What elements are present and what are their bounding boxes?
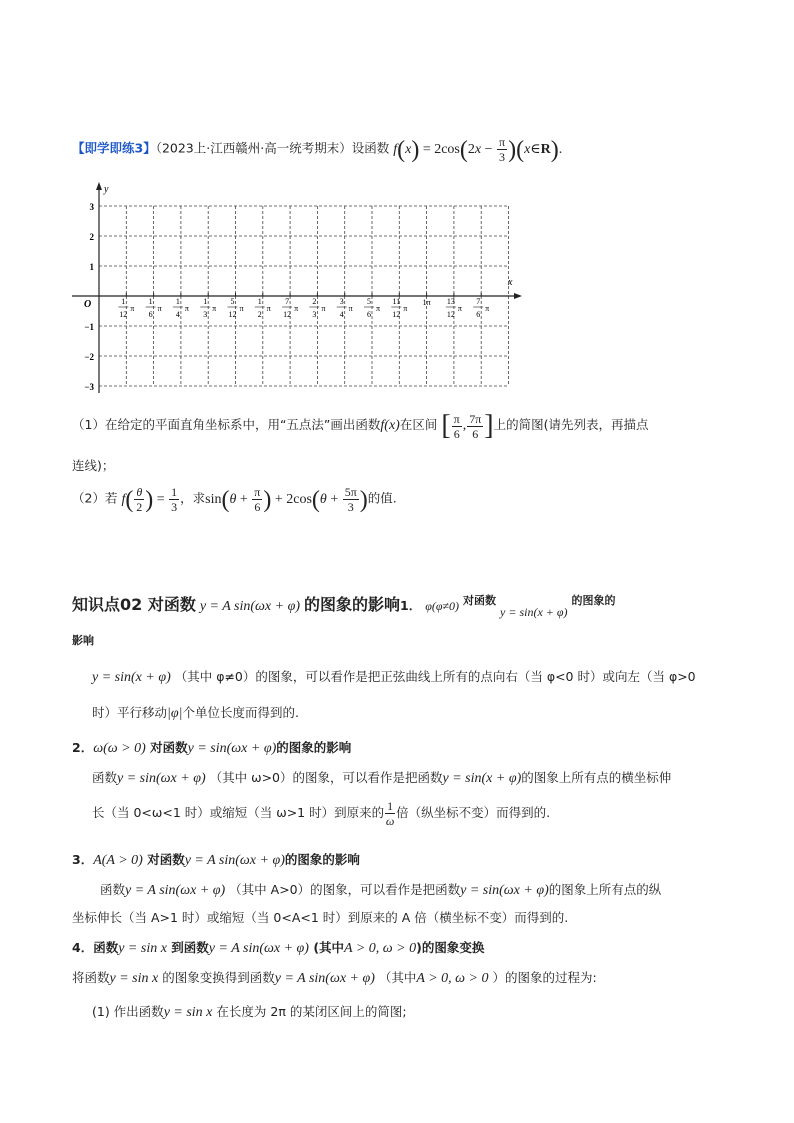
y-tick-label: 1	[89, 262, 94, 272]
q2-expression: sin(θ + $\frac{\pi}{6}$ ) + 2cos(θ + $\frac{5\pi}{3}$ )	[205, 485, 368, 514]
y-tick-label: −1	[84, 322, 94, 332]
y-tick-label: 2	[89, 232, 94, 242]
svg-text:7: 7	[285, 297, 290, 306]
y-tick-label: −3	[84, 382, 94, 392]
svg-text:12: 12	[283, 310, 292, 319]
exercise-line	[72, 136, 562, 163]
svg-text:π: π	[184, 304, 189, 313]
q2-condition: f( $\frac{\theta}{2}$ ) = $\frac{1}{3}$	[121, 485, 178, 514]
svg-text:4: 4	[175, 310, 180, 319]
y-tick-label: 3	[89, 202, 94, 212]
question-1-cont: 连线)；	[72, 458, 115, 473]
question-1: （1）在给定的平面直角坐标系中，用“五点法”画出函数f(x)在区间 [ $\frac{\pi}{6}$ , $\frac{7\pi}{6}$ ]上的简图(请先列表，再描点	[72, 410, 649, 441]
svg-text:π: π	[321, 304, 326, 313]
svg-text:π: π	[212, 304, 217, 313]
svg-text:12: 12	[392, 310, 401, 319]
svg-text:13: 13	[446, 297, 455, 306]
exercise-tag: 【即学即练3】	[72, 140, 156, 156]
svg-text:1: 1	[203, 297, 208, 306]
origin-label: O	[84, 299, 92, 310]
para-5: (1) 作出函数y = sin x 在长度为 2π 的某闭区间上的简图;	[92, 1004, 407, 1020]
svg-text:π: π	[403, 304, 408, 313]
coordinate-grid	[72, 178, 532, 400]
svg-text:π: π	[294, 304, 299, 313]
para-4: 将函数y = sin x 的图象变换得到函数y = A sin(ωx + φ) （其中A > 0, ω > 0 ）的图象的过程为:	[72, 970, 597, 986]
svg-text:3: 3	[312, 310, 317, 319]
svg-text:2: 2	[257, 310, 262, 319]
svg-text:11: 11	[392, 297, 401, 306]
svg-text:12: 12	[228, 310, 237, 319]
question-2: （2）若 f( $\frac{\theta}{2}$ ) = $\frac{1}{3}$ ，求sin(θ + $\frac{\pi}{6}$ ) + 2cos(θ + $\frac{5\pi}{3}$ )的值.	[72, 485, 397, 514]
heading-4: 4．函数y = sin x 到函数y = A sin(ωx + φ) (其中A > 0, ω > 0)的图象变换	[72, 940, 485, 956]
svg-text:12: 12	[119, 310, 128, 319]
svg-text:π: π	[485, 304, 490, 313]
svg-text:π: π	[375, 304, 381, 313]
svg-text:π: π	[157, 304, 162, 313]
svg-text:1: 1	[175, 297, 180, 306]
svg-text:π: π	[457, 304, 462, 313]
y-tick-label: −2	[84, 352, 94, 362]
svg-text:6: 6	[367, 310, 371, 319]
para-1-cont: 时）平行移动|φ|个单位长度而得到的.	[92, 705, 299, 721]
svg-text:π: π	[348, 304, 353, 313]
heading-2: 2．ω(ω > 0) 对函数y = sin(ωx + φ)的图象的影响	[72, 740, 352, 756]
x-tick-label	[423, 293, 431, 307]
para-3-cont: 坐标伸长（当 A>1 时）或缩短（当 0<A<1 时）到原来的 A 倍（横坐标不变）而得到的.	[72, 910, 569, 925]
svg-text:1: 1	[257, 297, 262, 306]
x-axis-label: x	[508, 277, 513, 288]
para-2: 函数y = sin(ωx + φ) （其中 ω>0）的图象，可以看作是把函数y = sin(x + φ)的图象上所有点的横坐标伸	[92, 770, 672, 786]
para-1: y = sin(x + φ) （其中 φ≠0）的图象，可以看作是把正弦曲线上所有的点向右（当 φ<0 时）或向左（当 φ>0	[92, 669, 696, 685]
svg-text:1π: 1π	[422, 298, 431, 307]
svg-text:3: 3	[203, 310, 208, 319]
exercise-source: （2023上·江西赣州·高一统考期末）设函数	[155, 140, 390, 156]
svg-text:π: π	[130, 304, 135, 313]
svg-text:6: 6	[476, 310, 481, 319]
svg-text:4: 4	[339, 310, 344, 319]
svg-text:2: 2	[312, 297, 317, 306]
x-axis-arrow	[514, 293, 522, 299]
interval: [ $\frac{\pi}{6}$ , $\frac{7\pi}{6}$ ]	[441, 410, 494, 441]
y-axis-arrow	[96, 182, 102, 190]
svg-text:3: 3	[339, 297, 344, 306]
svg-text:12: 12	[446, 310, 455, 319]
svg-text:1: 1	[148, 297, 153, 306]
para-2-cont: 长（当 0<ω<1 时）或缩短（当 ω>1 时）到原来的 $\frac{1}{\omega}$ 倍（纵坐标不变）而得到的.	[92, 799, 551, 828]
function-definition: f(x) = 2cos(2x − $\frac{\pi}{3}$ )(x∈R).	[393, 135, 563, 164]
section-heading-cont: 影响	[72, 634, 94, 647]
svg-text:5: 5	[230, 297, 235, 306]
svg-text:6: 6	[148, 310, 153, 319]
svg-text:π: π	[266, 304, 271, 313]
section-heading: 知识点02 对函数 y = A sin(ωx + φ) 的图象的影响1． φ(φ≠0) 对函数 y = sin(x + φ) 的图象的	[72, 594, 616, 619]
y-axis-label: y	[104, 184, 109, 195]
svg-text:5: 5	[367, 297, 371, 306]
svg-text:7: 7	[476, 297, 481, 306]
svg-text:π: π	[239, 304, 244, 313]
heading-3: 3．A(A > 0) 对函数y = A sin(ωx + φ)的图象的影响	[72, 852, 360, 868]
svg-text:1: 1	[121, 297, 126, 306]
para-3: 函数y = A sin(ωx + φ) （其中 A>0）的图象，可以看作是把函数y = sin(ωx + φ)的图象上所有点的纵	[100, 882, 662, 898]
